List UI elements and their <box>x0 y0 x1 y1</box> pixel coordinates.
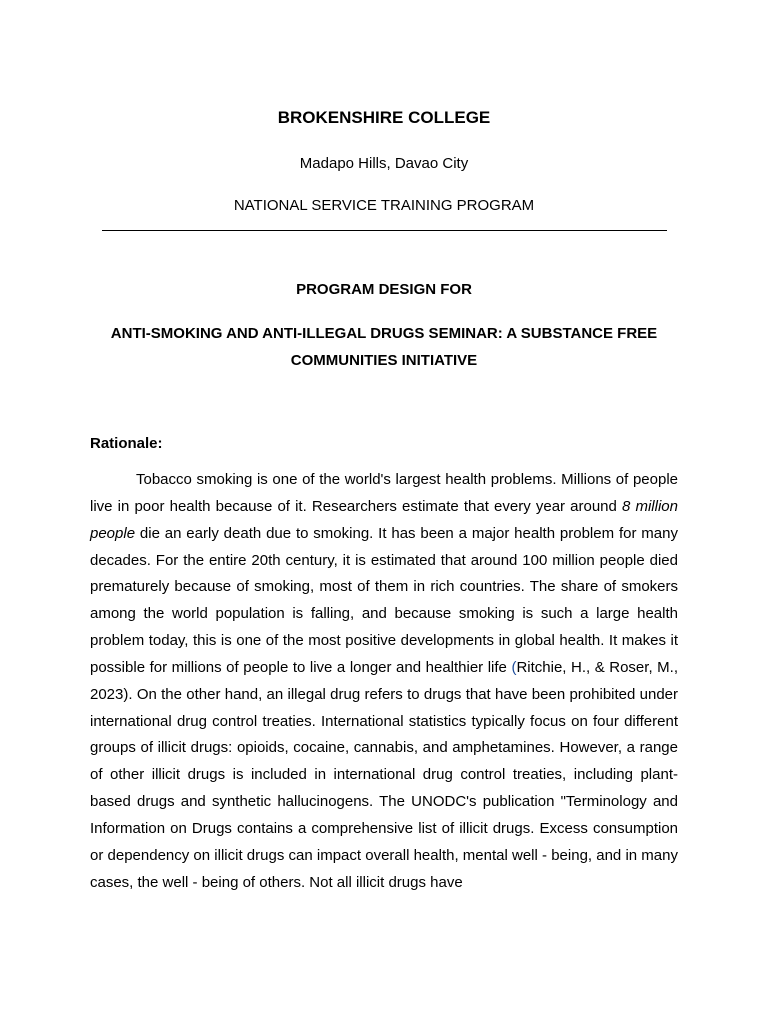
rationale-text-1: Tobacco smoking is one of the world's largest health problems. Millions of people live in poor health because of it. Researchers estimate that every year around <box>90 471 678 515</box>
rationale-paragraph <box>90 467 678 897</box>
document-title: PROGRAM DESIGN FOR <box>296 281 472 298</box>
header-divider <box>102 230 667 231</box>
college-address: Madapo Hills, Davao City <box>299 155 469 172</box>
seminar-title: ANTI-SMOKING AND ANTI-ILLEGAL DRUGS SEMINAR: A SUBSTANCE FREE COMMUNITIES INITIATIVE <box>110 325 658 369</box>
college-name: BROKENSHIRE COLLEGE <box>277 108 491 127</box>
rationale-text-2: die an early death due to smoking. It has been a major health problem for many decades. For the entire 20th century, it is estimated that around 100 million people died prematurely because of smoking, most of them in rich countries. The share of smokers among the world population is falling, and because smoking is such a large health problem today, this is one of the most positive developments in global health. It makes it possible for millions of people to live a longer and healthier life <box>90 524 678 676</box>
citation-open-paren: ( <box>511 658 517 676</box>
rationale-italic-stat: 8 million people <box>90 497 678 542</box>
program-name: NATIONAL SERVICE TRAINING PROGRAM <box>233 197 535 214</box>
rationale-heading: Rationale: <box>90 435 163 452</box>
rationale-text-3: Ritchie, H., & Roser, M., 2023). On the other hand, an illegal drug refers to drugs that have been prohibited under international drug control treaties. International statistics typically focus on four different groups of illicit drugs: opioids, cocaine, cannabis, and amphetamines. However, a range of other illicit drugs is included in international drug control treaties, including plant-based drugs and synthetic hallucinogens. The UNODC's publication "Terminology and Information on Drugs contains a comprehensive list of illicit drugs. Excess consumption or dependency on illicit drugs can impact overall health, mental well - being, and in many cases, the well - being of others. Not all illicit drugs have <box>90 658 678 891</box>
